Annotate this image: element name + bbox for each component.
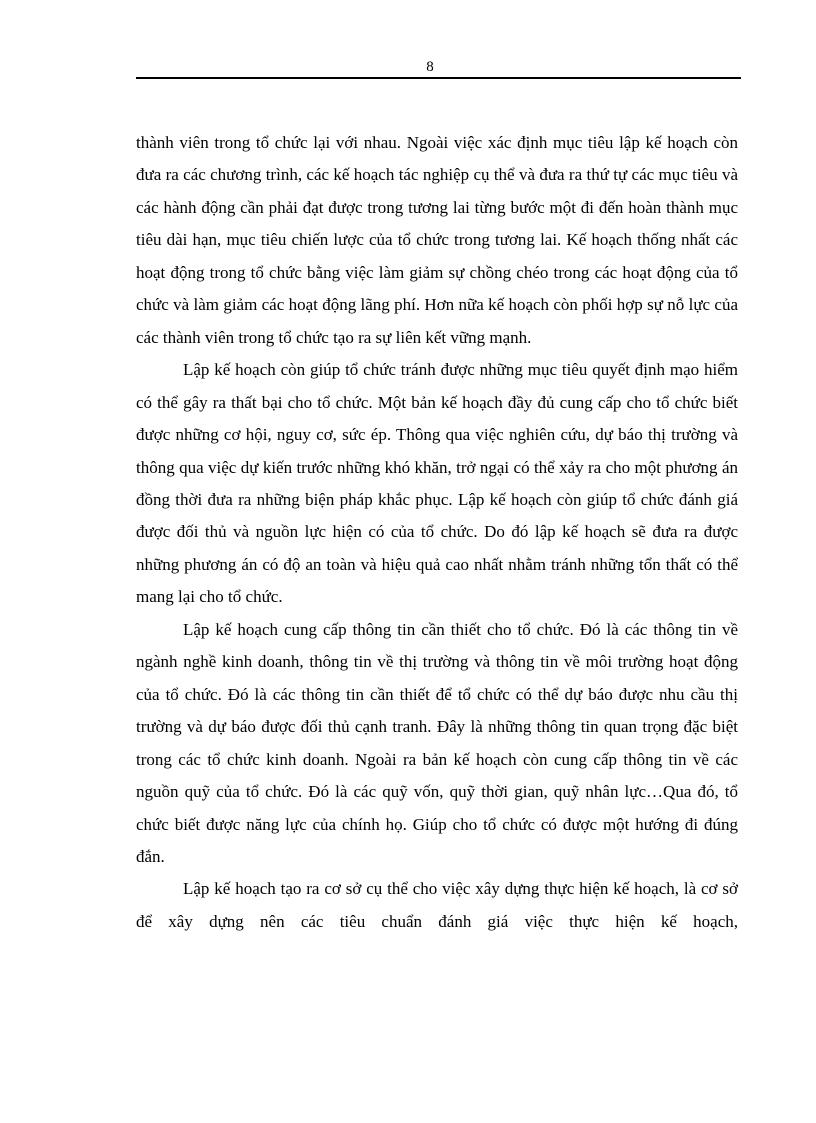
paragraph: Lập kế hoạch cung cấp thông tin cần thiết cho tổ chức. Đó là các thông tin về ngành nghề kinh doanh, thông tin về thị trường và thông tin về môi trường hoạt động của tổ chức. Đó là các thông tin cần thiết để tổ chức có thể dự báo được nhu cầu thị trường và dự báo được đối thủ cạnh tranh. Đây là những thông tin quan trọng đặc biệt trong các tổ chức kinh doanh. Ngoài ra bản kế hoạch còn cung cấp thông tin về các nguồn quỹ của tổ chức. Đó là các quỹ vốn, quỹ thời gian, quỹ nhân lực…Qua đó, tổ chức biết được năng lực của chính họ. Giúp cho tổ chức có được một hướng đi đúng đắn.: [136, 619, 738, 866]
body-text: [136, 127, 738, 938]
page-number: 8: [426, 59, 434, 75]
paragraph: Lập kế hoạch còn giúp tổ chức tránh được những mục tiêu quyết định mạo hiểm có thể gây ra thất bại cho tổ chức. Một bản kế hoạch đầy đủ cung cấp cho tổ chức biết được những cơ hội, nguy cơ, sức ép. Thông qua việc nghiên cứu, dự báo thị trường và thông qua việc dự kiến trước những khó khăn, trở ngại có thể xảy ra cho một phương án đồng thời đưa ra những biện pháp khắc phục. Lập kế hoạch còn giúp tổ chức đánh giá được đối thủ và nguồn lực hiện có của tổ chức. Do đó lập kế hoạch sẽ đưa ra được những phương án có độ an toàn và hiệu quả cao nhất nhằm tránh những tổn thất có thể mang lại cho tổ chức.: [136, 360, 738, 607]
paragraph: Lập kế hoạch tạo ra cơ sở cụ thể cho việc xây dựng thực hiện kế hoạch, là cơ sở để xây dựng nên các tiêu chuẩn đánh giá việc thực hiện kế hoạch,: [136, 879, 738, 931]
paragraph: thành viên trong tổ chức lại với nhau. Ngoài việc xác định mục tiêu lập kế hoạch còn đưa ra các chương trình, các kế hoạch tác nghiệp cụ thể và đưa ra thứ tự các mục tiêu và các hành động cần phải đạt được trong tương lai từng bước một đi đến hoàn thành mục tiêu dài hạn, mục tiêu chiến lược của tổ chức trong tương lai. Kế hoạch thống nhất các hoạt động trong tổ chức bằng việc làm giảm sự chồng chéo trong các hoạt động của tổ chức và làm giảm các hoạt động lãng phí. Hơn nữa kế hoạch còn phối hợp sự nỗ lực của các thành viên trong tổ chức tạo ra sự liên kết vững mạnh.: [136, 133, 738, 347]
header-rule: [136, 77, 741, 79]
